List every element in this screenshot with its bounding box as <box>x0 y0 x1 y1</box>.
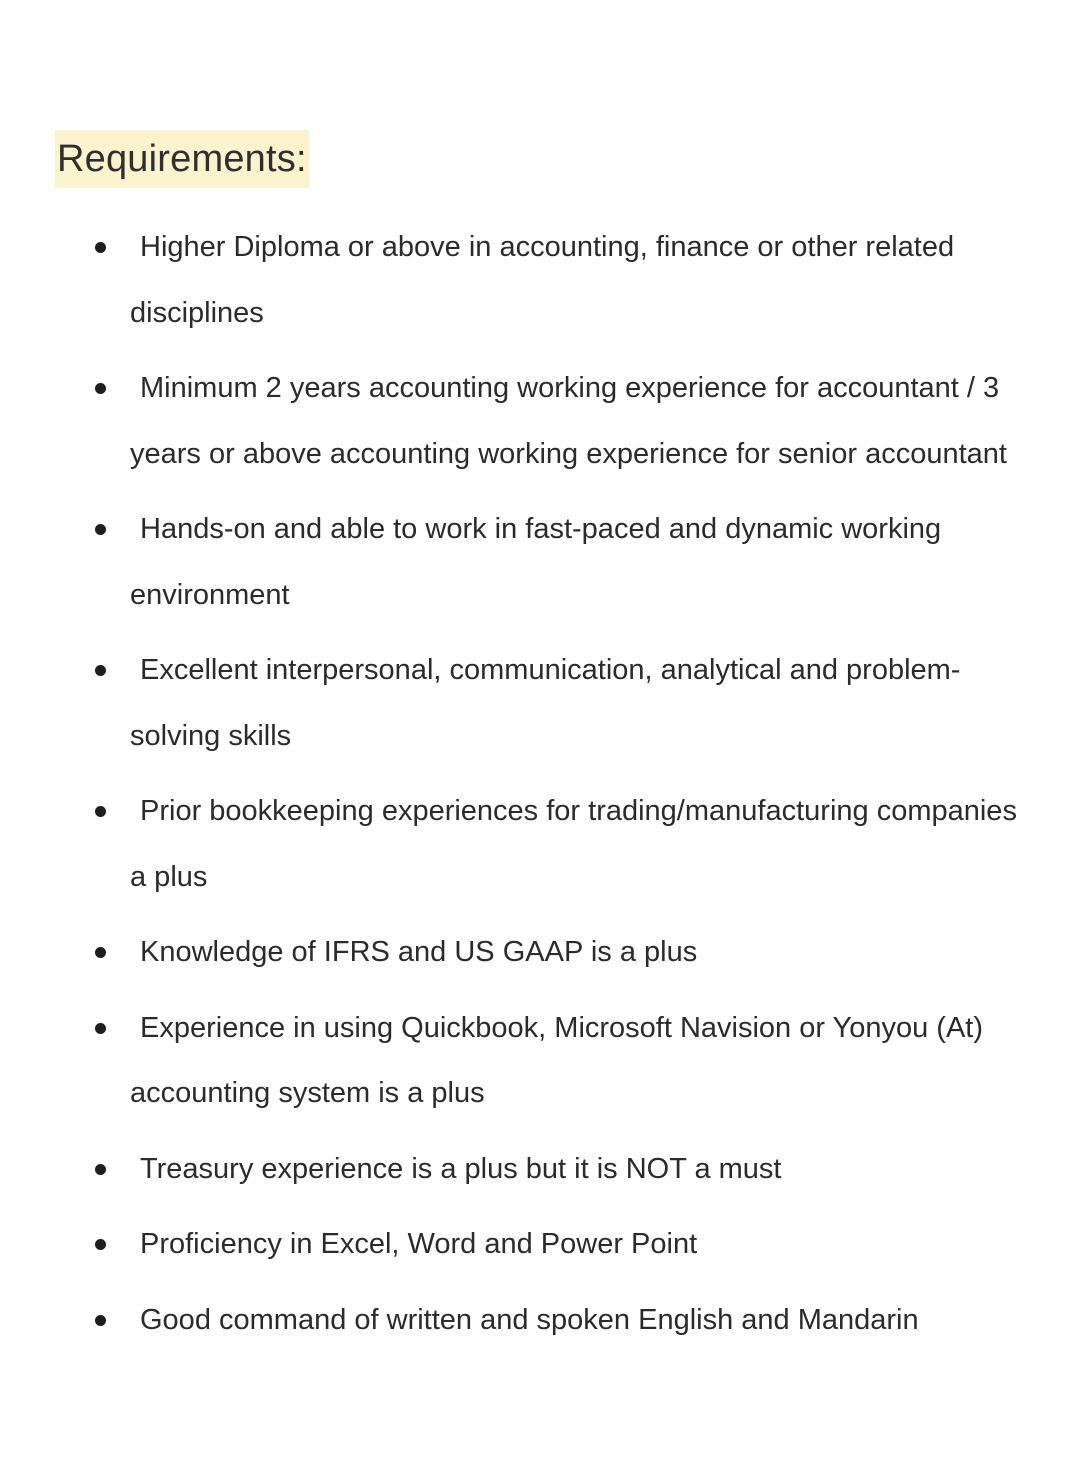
bullet-icon <box>95 1239 106 1250</box>
list-item <box>0 1212 1080 1278</box>
section-heading: Requirements: <box>55 130 309 188</box>
bullet-icon <box>95 383 106 394</box>
list-item <box>0 356 1080 487</box>
list-item <box>0 1288 1080 1354</box>
requirements-list <box>0 215 1080 1363</box>
requirement-text: Proficiency in Excel, Word and Power Point <box>140 1228 698 1260</box>
requirement-text: Knowledge of IFRS and US GAAP is a plus <box>140 936 698 968</box>
bullet-icon <box>95 947 106 958</box>
bullet-icon <box>95 1315 106 1326</box>
bullet-icon <box>95 242 106 253</box>
requirement-text: Good command of written and spoken English and Mandarin <box>140 1303 919 1336</box>
requirement-text: Minimum 2 years accounting working experience for accountant / 3 years or above accounting working experience for senior accountant <box>130 372 1007 470</box>
bullet-icon <box>95 1164 106 1175</box>
list-item <box>0 497 1080 628</box>
list-item <box>0 638 1080 769</box>
bullet-icon <box>95 1023 106 1034</box>
list-item <box>0 996 1080 1127</box>
list-item <box>0 779 1080 910</box>
requirement-text: Prior bookkeeping experiences for trading/manufacturing companies a plus <box>130 795 1017 893</box>
bullet-icon <box>95 806 106 817</box>
requirement-text: Treasury experience is a plus but it is NOT a must <box>140 1152 782 1185</box>
requirement-text: Hands-on and able to work in fast-paced and dynamic working environment <box>130 513 942 611</box>
bullet-icon <box>95 524 106 535</box>
bullet-icon <box>95 665 106 676</box>
requirement-text: Experience in using Quickbook, Microsoft Navision or Yonyou (At) accounting system is a plus <box>130 1011 984 1109</box>
list-item <box>0 920 1080 986</box>
list-item <box>0 1137 1080 1203</box>
requirement-text: Higher Diploma or above in accounting, finance or other related disciplines <box>130 231 955 329</box>
requirement-text: Excellent interpersonal, communication, analytical and problem-solving skills <box>130 654 961 752</box>
list-item <box>0 215 1080 346</box>
